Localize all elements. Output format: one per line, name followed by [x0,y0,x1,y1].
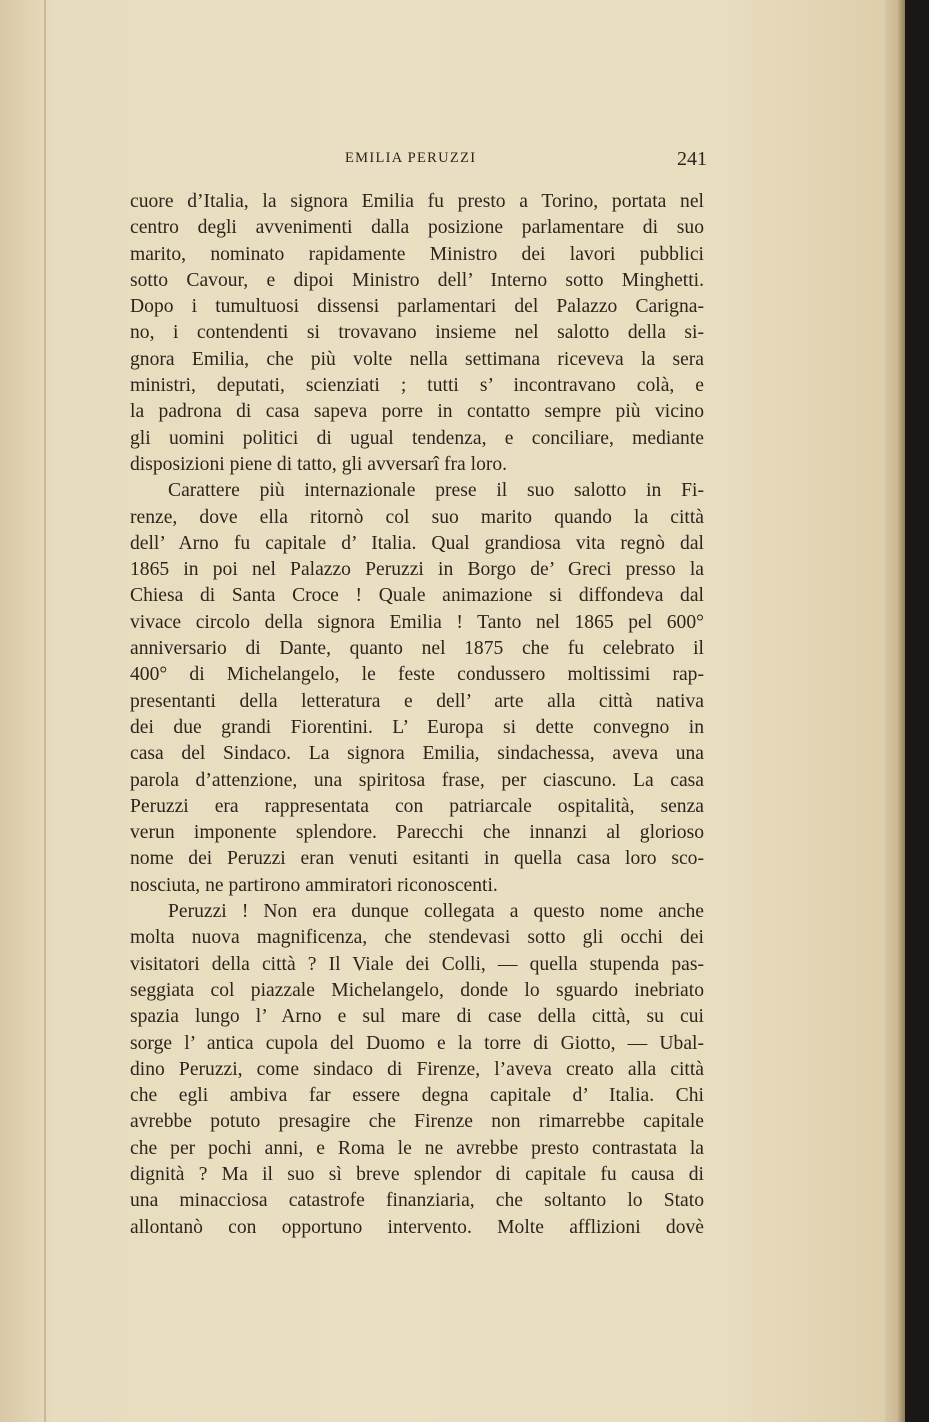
binding-gutter [44,0,46,1422]
text-line: vivace circolo della signora Emilia ! Tanto nel 1865 pel 600° [130,611,704,633]
text-line: verun imponente splendore. Parecchi che innanzi al glorioso [130,822,704,844]
text-line: 400° di Michelangelo, le feste condussero moltissimi rap- [130,664,704,686]
text-line: gli uomini politici di ugual tendenza, e conciliare, mediante [130,427,704,449]
page-number: 241 [677,148,707,170]
text-line: Dopo i tumultuosi dissensi parlamentari del Palazzo Carigna- [130,296,704,318]
text-line: sorge l’ antica cupola del Duomo e la torre di Giotto, — Ubal- [130,1032,704,1054]
text-line: dell’ Arno fu capitale d’ Italia. Qual grandiosa vita regnò dal [130,532,704,554]
text-line: Peruzzi ! Non era dunque collegata a questo nome anche [168,901,704,923]
text-line: nosciuta, ne partirono ammiratori riconoscenti. [130,874,498,896]
text-line: dino Peruzzi, come sindaco di Firenze, l’aveva creato alla città [130,1058,704,1080]
text-line: seggiata col piazzale Michelangelo, donde lo sguardo inebriato [130,979,704,1001]
text-line: casa del Sindaco. La signora Emilia, sindachessa, aveva una [130,743,704,765]
text-line: dei due grandi Fiorentini. L’ Europa si dette convegno in [130,716,704,738]
text-line: gnora Emilia, che più volte nella settimana riceveva la sera [130,348,704,370]
text-line: sotto Cavour, e dipoi Ministro dell’ Interno sotto Minghetti. [130,269,704,291]
text-line: Peruzzi era rappresentata con patriarcale ospitalità, senza [130,795,704,817]
text-line: nome dei Peruzzi eran venuti esitanti in quella casa loro sco- [130,848,704,870]
text-line: renze, dove ella ritornò col suo marito quando la città [130,506,704,528]
text-line: una minacciosa catastrofe finanziaria, che soltanto lo Stato [130,1190,704,1212]
text-line: parola d’attenzione, una spiritosa frase, per ciascuno. La casa [130,769,704,791]
text-line: che egli ambiva far essere degna capitale d’ Italia. Chi [130,1085,704,1107]
text-line: centro degli avvenimenti dalla posizione parlamentare di suo [130,217,704,239]
text-line: la padrona di casa sapeva porre in contatto sempre più vicino [130,401,704,423]
text-line: cuore d’Italia, la signora Emilia fu presto a Torino, portata nel [130,191,704,212]
text-line: allontanò con opportuno intervento. Molte afflizioni dovè [130,1216,704,1238]
text-line: presentanti della letteratura e dell’ arte alla città nativa [130,690,704,712]
text-line: che per pochi anni, e Roma le ne avrebbe presto contrastata la [130,1137,704,1159]
text-line: Carattere più internazionale prese il suo salotto in Fi- [168,480,704,502]
text-line: visitatori della città ? Il Viale dei Colli, — quella stupenda pas- [130,953,704,975]
text-line: Chiesa di Santa Croce ! Quale animazione si diffondeva dal [130,585,704,607]
running-title: EMILIA PERUZZI [345,150,477,166]
text-line: no, i contendenti si trovavano insieme nel salotto della si- [130,322,704,344]
text-line: avrebbe potuto presagire che Firenze non rimarrebbe capitale [130,1111,704,1133]
text-line: spazia lungo l’ Arno e sul mare di case della città, su cui [130,1006,704,1028]
text-line: marito, nominato rapidamente Ministro dei lavori pubblici [130,243,704,265]
body-text [130,189,704,1241]
text-line: molta nuova magnificenza, che stendevasi sotto gli occhi dei [130,927,704,949]
text-line: dignità ? Ma il suo sì breve splendor di capitale fu causa di [130,1163,704,1185]
text-line: disposizioni piene di tatto, gli avversarî fra loro. [130,453,508,475]
text-line: anniversario di Dante, quanto nel 1875 che fu celebrato il [130,638,704,660]
text-line: ministri, deputati, scienziati ; tutti s’ incontravano colà, e [130,375,704,397]
page-edge [885,0,905,1422]
page-header [0,148,905,178]
text-line: 1865 in poi nel Palazzo Peruzzi in Borgo de’ Greci presso la [130,559,704,581]
